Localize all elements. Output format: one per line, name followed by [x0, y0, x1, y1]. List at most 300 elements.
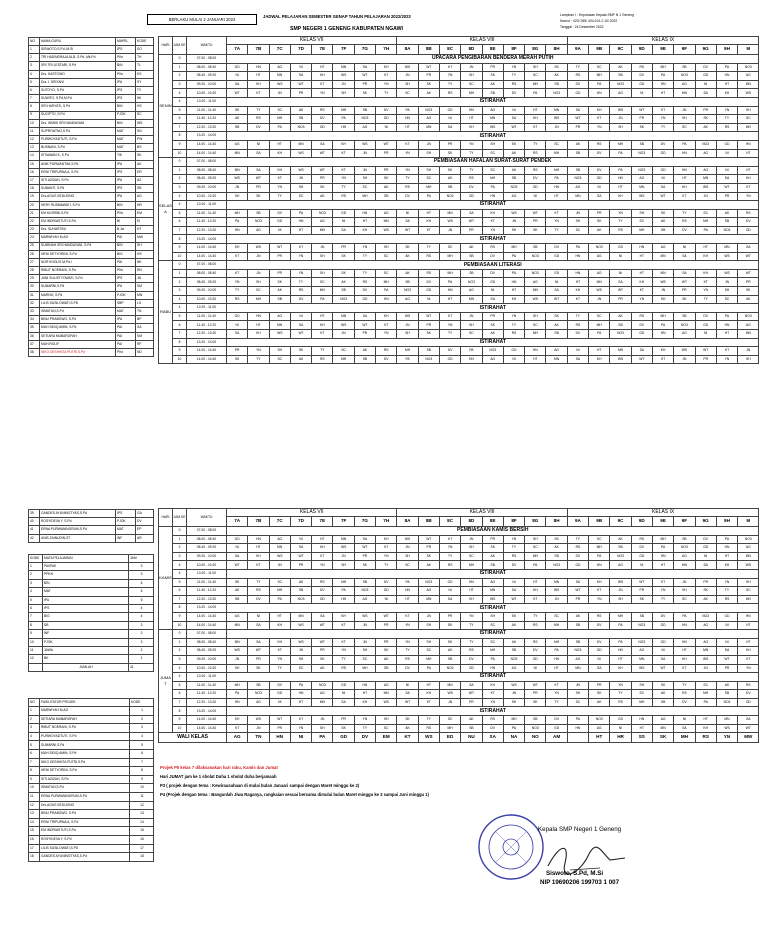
subject-mapel: JAWA — [43, 646, 129, 654]
lesson-cell: MN — [269, 321, 290, 330]
teacher-row — [29, 168, 154, 176]
time-cell: 11.00 - 11.40 — [187, 209, 227, 218]
lesson-cell: KT — [439, 63, 460, 72]
lesson-cell: SB — [631, 140, 652, 149]
lesson-cell: PA — [269, 595, 290, 604]
lesson-cell: PR — [418, 544, 439, 553]
schedule-row — [159, 552, 759, 561]
lesson-cell: SH — [312, 252, 333, 261]
wali-kelas-code: MH — [674, 733, 695, 743]
lesson-cell: RS — [482, 716, 503, 725]
jam-cell: 0 — [173, 630, 187, 639]
time-cell: 10.00 - 10.20 — [187, 295, 227, 304]
lesson-cell: HT — [674, 647, 695, 656]
lesson-cell: MN — [695, 647, 716, 656]
lesson-cell: MH — [546, 638, 567, 647]
lesson-cell: KH — [248, 552, 269, 561]
lesson-cell: PA — [503, 724, 524, 733]
schedule-row — [159, 140, 759, 149]
lesson-cell: SH — [248, 278, 269, 287]
teacher-mapel: PKn — [116, 209, 136, 217]
lesson-cell: SK — [652, 681, 673, 690]
lesson-cell: GD — [439, 578, 460, 587]
kelas-9-header: KELAS IX — [567, 509, 759, 517]
jam-cell: 4 — [173, 97, 187, 106]
lesson-cell: NI — [290, 63, 311, 72]
schedule-row — [159, 321, 759, 330]
lesson-cell: DV — [738, 690, 759, 699]
lesson-cell: KH — [716, 89, 737, 98]
lesson-cell: SH — [674, 115, 695, 124]
lesson-cell: KH — [652, 347, 673, 356]
schedule-row — [159, 115, 759, 124]
lesson-cell: AK — [652, 218, 673, 227]
teacher-mapel: PKn — [116, 54, 136, 62]
lesson-cell: AK — [695, 595, 716, 604]
teacher-name: SITIAWAN K, S.Pd — [40, 152, 116, 160]
subject-jam: 1 — [129, 655, 154, 663]
time-cell: 09.20 - 10.00 — [187, 183, 227, 192]
lesson-cell: AG — [695, 621, 716, 630]
lesson-cell: HT — [354, 690, 375, 699]
fasilitator-no: 18 — [29, 853, 40, 862]
lesson-cell: KT — [439, 535, 460, 544]
lesson-cell: HT — [716, 330, 737, 339]
lesson-cell: HN — [439, 287, 460, 296]
time-cell: 10.00 - 10.20 — [187, 192, 227, 201]
lesson-cell: WT — [418, 535, 439, 544]
lesson-cell: AG — [631, 647, 652, 656]
lesson-cell: SB — [652, 226, 673, 235]
teacher-mapel: PKn — [116, 70, 136, 78]
lesson-cell: TY — [333, 655, 354, 664]
fasilitator-no: 5 — [29, 741, 40, 750]
fasilitator-name: BINU PRABOWO, S.Pd — [40, 810, 130, 819]
bottom-schedule-table — [158, 508, 759, 743]
lesson-cell: NO3 — [695, 140, 716, 149]
fasilitator-kode: 11 — [130, 792, 154, 801]
jam-cell: 4 — [173, 201, 187, 210]
lesson-cell: PA — [589, 330, 610, 339]
school-stamp — [476, 812, 546, 882]
lesson-cell: SC — [312, 278, 333, 287]
event-cell — [227, 630, 759, 639]
lesson-cell: JN — [461, 312, 482, 321]
teacher-row — [29, 291, 154, 299]
teacher-row — [29, 46, 154, 54]
lesson-cell: SA — [312, 140, 333, 149]
lesson-cell: GD — [631, 330, 652, 339]
lesson-cell: SK — [227, 578, 248, 587]
lesson-cell: DV — [567, 80, 588, 89]
jam-cell: 6 — [173, 115, 187, 124]
lesson-cell: GD — [269, 690, 290, 699]
lesson-cell: WS — [610, 578, 631, 587]
lesson-cell: KT — [248, 561, 269, 570]
lesson-cell: WS — [248, 716, 269, 725]
teacher-mapel: PJOK — [116, 518, 136, 526]
lesson-cell: JN — [397, 72, 418, 81]
subject-mapel: MAT — [43, 588, 129, 596]
lesson-cell: YN — [248, 347, 269, 356]
teacher-mapel: IPA — [116, 177, 136, 185]
teacher-name: ROSYIDEVA Y, S.Pd — [40, 518, 116, 526]
jam-cell: 4 — [173, 192, 187, 201]
attachment: Lampiran I : Keputusan Kepala SMP N 1 Geneng — [560, 13, 635, 17]
lesson-cell: NI — [610, 269, 631, 278]
lesson-cell: NI — [695, 330, 716, 339]
lesson-cell: SC — [482, 621, 503, 630]
lesson-cell: NI — [290, 312, 311, 321]
lesson-cell: WT — [695, 347, 716, 356]
lesson-cell: MN — [290, 140, 311, 149]
subject-jam: 3 — [129, 638, 154, 646]
lesson-cell: SB — [482, 561, 503, 570]
lesson-cell: SA — [695, 89, 716, 98]
lesson-cell: PA — [652, 72, 673, 81]
fasilitator-name: RIBUT NOERANI, S.Pd — [40, 724, 130, 733]
lesson-cell: GD — [695, 321, 716, 330]
lesson-cell: KH — [695, 724, 716, 733]
lesson-cell: RS — [439, 561, 460, 570]
lesson-cell: GD — [610, 244, 631, 253]
jam-cell: 6 — [173, 690, 187, 699]
teacher-mapel: IPA — [116, 160, 136, 168]
lesson-cell: KH — [674, 655, 695, 664]
lesson-cell: SA — [674, 269, 695, 278]
lesson-cell: PA — [610, 166, 631, 175]
teacher-name: JUNI SULISTYOWATI, S.Pd — [40, 275, 116, 283]
lesson-cell: WT — [290, 330, 311, 339]
lesson-cell: KT — [227, 269, 248, 278]
lesson-cell: SH — [397, 80, 418, 89]
lesson-cell: JN — [674, 578, 695, 587]
lesson-cell: SA — [290, 72, 311, 81]
break-cell — [227, 201, 759, 210]
class-header: 8D — [461, 45, 482, 55]
lesson-cell: JN — [290, 647, 311, 656]
class-header: 8G — [525, 45, 546, 55]
schedule-row — [159, 218, 759, 227]
subject-jam: 6 — [129, 579, 154, 587]
teacher-mapel: TIK — [116, 152, 136, 160]
schedule-row — [159, 638, 759, 647]
lesson-cell: NO3 — [397, 287, 418, 296]
lesson-cell: MH — [631, 698, 652, 707]
lesson-cell: MH — [482, 175, 503, 184]
teacher-no: 7 — [29, 95, 40, 103]
lesson-cell: WS — [503, 209, 524, 218]
lesson-cell: KT — [567, 295, 588, 304]
lesson-cell: KT — [652, 578, 673, 587]
lesson-cell: GD — [652, 149, 673, 158]
wali-kelas-code: SA — [482, 733, 503, 743]
lesson-cell: DV — [674, 226, 695, 235]
fasilitator-no: 14 — [29, 818, 40, 827]
subject-kode: 3 — [29, 579, 43, 587]
lesson-cell: SA — [589, 192, 610, 201]
lesson-cell: WS — [439, 690, 460, 699]
wali-kelas-code: NA — [503, 733, 524, 743]
lesson-cell: MN — [376, 218, 397, 227]
lesson-cell: NO3 — [546, 89, 567, 98]
lesson-cell: HN — [589, 561, 610, 570]
teacher-row — [29, 275, 154, 283]
time-cell: 11.00 - 11.40 — [187, 578, 227, 587]
teacher-no: 29 — [29, 275, 40, 283]
lesson-cell: KT — [631, 287, 652, 296]
break-cell — [227, 304, 759, 313]
lesson-cell: DV — [290, 295, 311, 304]
fasilitator-kode: 8 — [130, 767, 154, 776]
lesson-cell: HT — [695, 244, 716, 253]
lesson-cell: WT — [503, 123, 524, 132]
lesson-cell: KT — [418, 698, 439, 707]
fasilitator-no: 17 — [29, 844, 40, 853]
teacher-name: RIBUT NOERANI, S.Pd — [40, 267, 116, 275]
lesson-cell: SH — [312, 269, 333, 278]
lesson-cell: HN — [738, 612, 759, 621]
teacher-kode: ER — [136, 168, 154, 176]
lesson-cell: NI — [227, 321, 248, 330]
lesson-cell: KH — [695, 252, 716, 261]
lesson-cell: YN — [610, 681, 631, 690]
lesson-cell: SH — [567, 690, 588, 699]
lesson-cell: KT — [652, 355, 673, 364]
lesson-cell: GD — [482, 278, 503, 287]
lesson-cell: MN — [418, 595, 439, 604]
teacher-kode: RF — [136, 340, 154, 348]
lesson-cell: MN — [312, 226, 333, 235]
fasilitator-name: NIKO DESHINTA PUTRI,S.Pd — [40, 758, 130, 767]
lesson-cell: SA — [354, 535, 375, 544]
lesson-cell: WT — [290, 552, 311, 561]
class-header: 7D — [290, 45, 311, 55]
lesson-cell: KT — [546, 209, 567, 218]
lesson-cell: SK — [418, 330, 439, 339]
lesson-cell: TY — [290, 278, 311, 287]
lesson-cell: RS — [333, 664, 354, 673]
lesson-cell: KT — [674, 192, 695, 201]
teacher-mapel: IPA — [116, 78, 136, 86]
lesson-cell: WS — [290, 638, 311, 647]
lesson-cell: MH — [503, 244, 524, 253]
lesson-cell: TY — [525, 612, 546, 621]
class-header: 7G — [354, 517, 375, 527]
lesson-cell: NO3 — [738, 535, 759, 544]
lesson-cell: PA — [503, 269, 524, 278]
lesson-cell: PA — [567, 716, 588, 725]
lesson-cell: RS — [503, 552, 524, 561]
lesson-cell: DV — [376, 106, 397, 115]
lesson-cell: DV — [695, 63, 716, 72]
lesson-cell: TY — [248, 355, 269, 364]
schedule-row — [159, 338, 759, 347]
teacher-mapel: PKn — [116, 267, 136, 275]
lesson-cell: NO3 — [567, 647, 588, 656]
lesson-cell: DV — [674, 698, 695, 707]
lesson-cell: DV — [503, 89, 524, 98]
lesson-cell: HN — [227, 226, 248, 235]
lesson-cell: NO3 — [333, 295, 354, 304]
jam-cell: 2 — [173, 278, 187, 287]
lesson-cell: YN — [290, 269, 311, 278]
fasilitator-name: ERNI TRIPURNA A, S.Pd — [40, 818, 130, 827]
lesson-cell: AG — [461, 287, 482, 296]
lesson-cell: SH — [461, 321, 482, 330]
lesson-cell: KT — [376, 72, 397, 81]
lesson-cell: SC — [631, 690, 652, 699]
teacher-mapel: PKn — [116, 348, 136, 356]
teacher-row — [29, 209, 154, 217]
lesson-cell: RS — [674, 218, 695, 227]
lesson-cell: MN — [589, 278, 610, 287]
lesson-cell: KH — [227, 244, 248, 253]
subject-mapel: PPKN — [43, 571, 129, 579]
lesson-cell: KT — [269, 647, 290, 656]
fasilitator-row — [29, 775, 154, 784]
lesson-cell: JN — [695, 192, 716, 201]
lesson-cell: MN — [482, 115, 503, 124]
schedule-row — [159, 655, 759, 664]
jam-cell: 4 — [173, 89, 187, 98]
lesson-cell: GD — [376, 115, 397, 124]
lesson-cell: WS — [525, 295, 546, 304]
lesson-cell: AK — [482, 80, 503, 89]
teacher-kode: DV — [136, 518, 154, 526]
teacher-name: Drs. KASTOWO — [40, 70, 116, 78]
class-header: 8D — [461, 517, 482, 527]
lesson-cell: SA — [439, 595, 460, 604]
lesson-cell: SK — [695, 115, 716, 124]
fasilitator-kode: 12 — [130, 801, 154, 810]
time-cell: 10.00 - 10.20 — [187, 664, 227, 673]
lesson-cell: PA — [418, 192, 439, 201]
lesson-cell: DV — [503, 561, 524, 570]
lesson-cell: SB — [461, 269, 482, 278]
lesson-cell: SK — [546, 535, 567, 544]
lesson-cell: PA — [716, 535, 737, 544]
lesson-cell: WT — [738, 252, 759, 261]
lesson-cell: NI — [567, 347, 588, 356]
lesson-cell: DV — [652, 140, 673, 149]
lesson-cell: NI — [333, 690, 354, 699]
lesson-cell: GD — [227, 312, 248, 321]
lesson-cell: TY — [461, 149, 482, 158]
lesson-cell: NO3 — [631, 149, 652, 158]
schedule-header-row — [159, 37, 759, 45]
top-schedule-table — [158, 36, 759, 364]
subject-mapel: BIG — [43, 613, 129, 621]
lesson-cell: SH — [354, 175, 375, 184]
lesson-cell: YN — [716, 106, 737, 115]
lesson-cell: PR — [461, 698, 482, 707]
lesson-cell: JN — [695, 664, 716, 673]
lesson-cell: GD — [312, 595, 333, 604]
schedule-title: JADWAL PELAJARAN SEMESTER GENAP TAHUN PELAJARAN 2022/2023 — [263, 14, 411, 19]
lesson-cell: JN — [397, 321, 418, 330]
lesson-cell: SB — [248, 209, 269, 218]
lesson-cell: HT — [546, 664, 567, 673]
jam-cell: 4 — [173, 569, 187, 578]
lesson-cell: AG — [376, 681, 397, 690]
lesson-cell: PA — [525, 89, 546, 98]
lesson-cell: PA — [290, 681, 311, 690]
jam-cell: 0 — [173, 261, 187, 270]
fasilitator-kode: 14 — [130, 818, 154, 827]
lesson-cell: JN — [567, 681, 588, 690]
lesson-cell: RS — [503, 330, 524, 339]
lesson-cell: WS — [546, 115, 567, 124]
lesson-cell: WS — [333, 321, 354, 330]
lesson-cell: SC — [269, 106, 290, 115]
lesson-cell: TY — [333, 183, 354, 192]
lesson-cell: HT — [248, 544, 269, 553]
lesson-cell: YN — [482, 698, 503, 707]
lesson-cell: WT — [269, 244, 290, 253]
teacher-name: SUPRIYATNO,S.Pd — [40, 127, 116, 135]
time-cell: 11.00 - 11.40 — [187, 106, 227, 115]
time-cell: 10.20 - 11.00 — [187, 673, 227, 682]
wali-kelas-code: TN — [248, 733, 269, 743]
lesson-cell: TY — [269, 192, 290, 201]
lesson-cell: GD — [333, 209, 354, 218]
lesson-cell: WS — [503, 681, 524, 690]
lesson-cell: RS — [503, 80, 524, 89]
lesson-cell: SK — [312, 183, 333, 192]
lesson-cell: YN — [397, 638, 418, 647]
lesson-cell: SA — [546, 287, 567, 296]
schedule-row — [159, 287, 759, 296]
subject-kode: 2 — [29, 571, 43, 579]
lesson-cell: JN — [290, 175, 311, 184]
lesson-cell: KT — [312, 330, 333, 339]
jam-cell: 8 — [173, 604, 187, 613]
lesson-cell: KT — [333, 638, 354, 647]
lesson-cell: WS — [738, 89, 759, 98]
day-label: SELASA — [159, 203, 172, 215]
lesson-cell: WT — [525, 209, 546, 218]
lesson-cell: HT — [461, 115, 482, 124]
lesson-cell: HT — [546, 192, 567, 201]
lesson-cell: MH — [482, 647, 503, 656]
jam-cell: 2 — [173, 647, 187, 656]
jam-cell: 0 — [173, 527, 187, 536]
fasilitator-no: 16 — [29, 835, 40, 844]
lesson-cell: AK — [482, 330, 503, 339]
time-cell: 10.00 - 10.20 — [187, 561, 227, 570]
jam-cell: 4 — [173, 673, 187, 682]
wali-kelas-code: AG — [227, 733, 248, 743]
teacher-name: ANIS ZAINUDIN,ST — [40, 534, 116, 542]
schedule-row — [159, 690, 759, 699]
lesson-cell: DV — [567, 552, 588, 561]
col-hari: HARI — [159, 37, 173, 55]
time-cell: 07.00 - 08.00 — [187, 630, 227, 639]
day-cell — [159, 55, 173, 158]
subject-mapel: BIN — [43, 579, 129, 587]
lesson-cell: HT — [525, 106, 546, 115]
lesson-cell: RS — [418, 724, 439, 733]
lesson-cell: SB — [354, 578, 375, 587]
lesson-cell: AG — [695, 166, 716, 175]
lesson-cell: SK — [418, 552, 439, 561]
teacher-name: PURWOYADTUTI, S.Pd — [40, 136, 116, 144]
lesson-cell: HT — [312, 63, 333, 72]
lesson-cell: YN — [503, 312, 524, 321]
teacher-mapel: MAT — [116, 526, 136, 534]
lesson-cell: DV — [589, 638, 610, 647]
